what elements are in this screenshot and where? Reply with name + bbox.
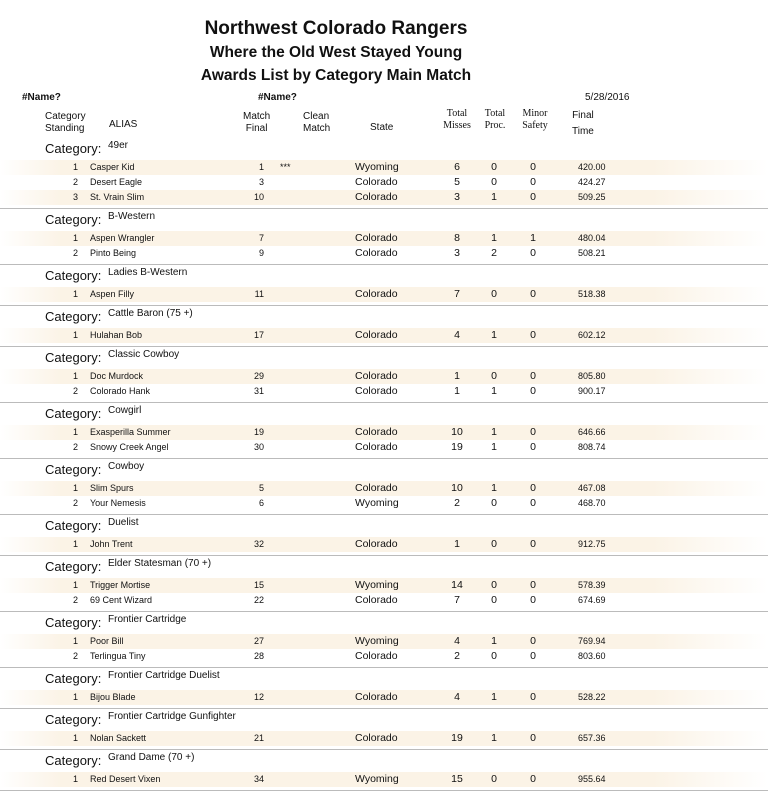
cell-final-time: 480.04 [578, 233, 606, 243]
table-row [0, 593, 768, 608]
table-row [0, 537, 768, 552]
cell-match-final: 15 [253, 580, 264, 590]
cell-state: Wyoming [355, 161, 399, 173]
cell-final-time: 900.17 [578, 386, 606, 396]
cell-state: Colorado [355, 191, 398, 203]
cell-match-final: 10 [253, 192, 264, 202]
category-section [0, 347, 768, 403]
mid-name-field: #Name? [258, 92, 297, 103]
col-alias: ALIAS [109, 119, 138, 130]
cell-total-misses: 1 [454, 538, 460, 550]
cell-alias: Exasperilla Summer [90, 427, 171, 437]
table-row [0, 690, 768, 705]
cell-alias: Snowy Creek Angel [90, 442, 169, 452]
cell-match-final: 30 [253, 442, 264, 452]
category-section [0, 459, 768, 515]
cell-total-proc: 1 [491, 441, 497, 453]
cell-total-misses: 6 [454, 161, 460, 173]
table-row [0, 231, 768, 246]
cell-match-final: 17 [253, 330, 264, 340]
cell-alias: Colorado Hank [90, 386, 151, 396]
cell-alias: Trigger Mortise [90, 580, 151, 590]
category-section [0, 750, 768, 791]
cell-standing: 1 [72, 483, 78, 493]
cell-clean-match: *** [280, 162, 291, 172]
cell-alias: Nolan Sackett [90, 733, 147, 743]
cell-standing: 1 [72, 371, 78, 381]
cell-minor-safety: 0 [530, 191, 536, 203]
cell-standing: 2 [72, 651, 78, 661]
cell-total-misses: 2 [454, 497, 460, 509]
col-match-final: Match Final [243, 111, 271, 134]
cell-minor-safety: 1 [530, 232, 536, 244]
cell-final-time: 955.64 [578, 774, 606, 784]
table-row [0, 649, 768, 664]
category-header [0, 709, 768, 731]
cell-minor-safety: 0 [530, 594, 536, 606]
cell-minor-safety: 0 [530, 691, 536, 703]
cell-alias: John Trent [90, 539, 133, 549]
cell-match-final: 5 [258, 483, 264, 493]
cell-match-final: 9 [258, 248, 264, 258]
cell-match-final: 11 [254, 289, 264, 299]
table-row [0, 481, 768, 496]
cell-final-time: 528.22 [578, 692, 606, 702]
cell-minor-safety: 0 [530, 497, 536, 509]
cell-standing: 1 [72, 539, 78, 549]
cell-final-time: 674.69 [578, 595, 606, 605]
cell-minor-safety: 0 [530, 732, 536, 744]
cell-alias: 69 Cent Wizard [90, 595, 153, 605]
document-title: Northwest Colorado Rangers [204, 18, 468, 39]
cell-state: Colorado [355, 538, 398, 550]
col-minor-safety: Minor Safety [522, 108, 548, 131]
cell-final-time: 808.74 [578, 442, 606, 452]
cell-minor-safety: 0 [530, 441, 536, 453]
cell-match-final: 22 [253, 595, 264, 605]
cell-total-proc: 1 [491, 732, 497, 744]
cell-minor-safety: 0 [530, 247, 536, 259]
category-header [0, 209, 768, 231]
cell-match-final: 34 [253, 774, 264, 784]
col-total-misses: Total Misses [443, 108, 471, 131]
category-label: Category: [45, 212, 102, 227]
category-name: Duelist [108, 517, 139, 528]
cell-match-final: 12 [253, 692, 264, 702]
category-section [0, 306, 768, 347]
cell-standing: 3 [72, 192, 78, 202]
cell-alias: Aspen Wrangler [90, 233, 155, 243]
cell-final-time: 769.94 [578, 636, 606, 646]
cell-match-final: 28 [253, 651, 264, 661]
cell-alias: Your Nemesis [90, 498, 146, 508]
cell-state: Colorado [355, 594, 398, 606]
cell-minor-safety: 0 [530, 538, 536, 550]
cell-standing: 2 [72, 442, 78, 452]
cell-alias: Aspen Filly [90, 289, 135, 299]
cell-total-proc: 1 [491, 329, 497, 341]
cell-alias: Slim Spurs [90, 483, 134, 493]
cell-total-misses: 4 [454, 329, 460, 341]
cell-state: Wyoming [355, 773, 399, 785]
category-name: Grand Dame (70 +) [108, 752, 195, 763]
category-header [0, 265, 768, 287]
table-row [0, 369, 768, 384]
cell-standing: 1 [72, 162, 78, 172]
cell-total-proc: 1 [491, 191, 497, 203]
cell-state: Colorado [355, 176, 398, 188]
category-header [0, 668, 768, 690]
category-header [0, 515, 768, 537]
category-name: Classic Cowboy [108, 349, 180, 360]
col-final-time: Final Time [572, 110, 594, 137]
table-row [0, 440, 768, 455]
col-clean-match: Clean Match [303, 111, 331, 134]
cell-minor-safety: 0 [530, 370, 536, 382]
cell-minor-safety: 0 [530, 385, 536, 397]
cell-final-time: 657.36 [578, 733, 606, 743]
cell-alias: Pinto Being [90, 248, 137, 258]
cell-state: Colorado [355, 441, 398, 453]
cell-alias: Desert Eagle [90, 177, 143, 187]
category-label: Category: [45, 268, 102, 283]
cell-alias: St. Vrain Slim [90, 192, 145, 202]
cell-standing: 1 [72, 733, 78, 743]
cell-total-proc: 0 [491, 176, 497, 188]
cell-total-misses: 15 [451, 773, 463, 785]
cell-total-proc: 1 [491, 482, 497, 494]
cell-state: Colorado [355, 247, 398, 259]
category-section [0, 209, 768, 265]
cell-state: Colorado [355, 370, 398, 382]
cell-state: Colorado [355, 482, 398, 494]
table-row [0, 160, 768, 175]
cell-total-proc: 0 [491, 650, 497, 662]
category-name: Cattle Baron (75 +) [108, 308, 193, 319]
category-name: Cowboy [108, 461, 145, 472]
table-row [0, 287, 768, 302]
category-section [0, 138, 768, 209]
cell-final-time: 912.75 [578, 539, 606, 549]
cell-total-misses: 8 [454, 232, 460, 244]
cell-state: Colorado [355, 650, 398, 662]
col-total-proc: Total Proc. [484, 108, 506, 131]
cell-state: Colorado [355, 732, 398, 744]
category-label: Category: [45, 309, 102, 324]
cell-total-misses: 1 [454, 385, 460, 397]
cell-final-time: 509.25 [578, 192, 606, 202]
cell-state: Colorado [355, 329, 398, 341]
category-label: Category: [45, 518, 102, 533]
cell-total-proc: 0 [491, 579, 497, 591]
cell-final-time: 646.66 [578, 427, 606, 437]
category-label: Category: [45, 462, 102, 477]
category-header [0, 403, 768, 425]
cell-total-misses: 10 [451, 482, 463, 494]
table-row [0, 634, 768, 649]
cell-total-misses: 4 [454, 635, 460, 647]
cell-standing: 1 [72, 289, 78, 299]
category-label: Category: [45, 712, 102, 727]
cell-minor-safety: 0 [530, 288, 536, 300]
category-name: Ladies B-Western [108, 267, 188, 278]
cell-standing: 1 [72, 233, 78, 243]
cell-standing: 2 [72, 386, 78, 396]
category-section [0, 265, 768, 306]
cell-alias: Red Desert Vixen [90, 774, 161, 784]
category-section [0, 403, 768, 459]
cell-alias: Doc Murdock [90, 371, 144, 381]
cell-match-final: 31 [253, 386, 264, 396]
cell-minor-safety: 0 [530, 329, 536, 341]
cell-alias: Terlingua Tiny [90, 651, 146, 661]
cell-final-time: 518.38 [578, 289, 606, 299]
cell-standing: 2 [72, 177, 78, 187]
category-section [0, 668, 768, 709]
cell-total-misses: 10 [451, 426, 463, 438]
category-header [0, 138, 768, 160]
cell-total-proc: 2 [491, 247, 497, 259]
cell-standing: 1 [72, 580, 78, 590]
cell-standing: 1 [72, 330, 78, 340]
cell-match-final: 1 [258, 162, 264, 172]
cell-total-proc: 1 [491, 385, 497, 397]
category-header [0, 612, 768, 634]
cell-total-proc: 1 [491, 635, 497, 647]
category-name: Frontier Cartridge Gunfighter [108, 711, 236, 722]
cell-minor-safety: 0 [530, 579, 536, 591]
cell-state: Colorado [355, 385, 398, 397]
cell-alias: Hulahan Bob [90, 330, 143, 340]
category-label: Category: [45, 141, 102, 156]
category-label: Category: [45, 559, 102, 574]
table-row [0, 175, 768, 190]
cell-state: Wyoming [355, 635, 399, 647]
cell-minor-safety: 0 [530, 650, 536, 662]
cell-final-time: 467.08 [578, 483, 606, 493]
category-name: Frontier Cartridge Duelist [108, 670, 220, 681]
category-label: Category: [45, 753, 102, 768]
cell-total-proc: 0 [491, 161, 497, 173]
cell-match-final: 27 [253, 636, 264, 646]
category-section [0, 515, 768, 556]
cell-total-proc: 0 [491, 288, 497, 300]
category-label: Category: [45, 406, 102, 421]
category-name: Cowgirl [108, 405, 142, 416]
category-header [0, 556, 768, 578]
cell-total-misses: 19 [451, 441, 463, 453]
cell-total-proc: 0 [491, 594, 497, 606]
category-section [0, 556, 768, 612]
cell-match-final: 29 [253, 371, 264, 381]
cell-minor-safety: 0 [530, 635, 536, 647]
report-date: 5/28/2016 [585, 92, 630, 103]
cell-total-proc: 0 [491, 497, 497, 509]
table-row [0, 772, 768, 787]
cell-total-proc: 1 [491, 691, 497, 703]
cell-total-proc: 0 [491, 370, 497, 382]
category-section [0, 709, 768, 750]
cell-match-final: 6 [258, 498, 264, 508]
cell-state: Wyoming [355, 579, 399, 591]
cell-standing: 1 [72, 692, 78, 702]
cell-total-misses: 3 [454, 191, 460, 203]
cell-standing: 1 [72, 636, 78, 646]
cell-state: Colorado [355, 232, 398, 244]
cell-alias: Poor Bill [90, 636, 124, 646]
cell-standing: 1 [72, 427, 78, 437]
document-subtitle: Where the Old West Stayed Young [209, 44, 463, 61]
cell-final-time: 805.80 [578, 371, 606, 381]
cell-minor-safety: 0 [530, 773, 536, 785]
category-header [0, 306, 768, 328]
table-row [0, 328, 768, 343]
category-name: Elder Statesman (70 +) [108, 558, 212, 569]
cell-alias: Casper Kid [90, 162, 135, 172]
cell-standing: 2 [72, 498, 78, 508]
cell-total-misses: 14 [451, 579, 463, 591]
table-row [0, 496, 768, 511]
cell-state: Colorado [355, 691, 398, 703]
cell-match-final: 7 [258, 233, 264, 243]
cell-match-final: 21 [253, 733, 264, 743]
cell-match-final: 19 [253, 427, 264, 437]
category-label: Category: [45, 615, 102, 630]
category-name: B-Western [108, 211, 156, 222]
cell-total-misses: 5 [454, 176, 460, 188]
cell-total-proc: 1 [491, 232, 497, 244]
cell-total-misses: 4 [454, 691, 460, 703]
cell-final-time: 508.21 [578, 248, 606, 258]
cell-final-time: 578.39 [578, 580, 606, 590]
table-row [0, 384, 768, 399]
table-row [0, 246, 768, 261]
cell-total-misses: 7 [454, 288, 460, 300]
cell-minor-safety: 0 [530, 426, 536, 438]
col-state: State [370, 122, 394, 133]
cell-standing: 2 [72, 248, 78, 258]
cell-alias: Bijou Blade [90, 692, 136, 702]
cell-total-misses: 1 [454, 370, 460, 382]
category-header [0, 347, 768, 369]
cell-match-final: 32 [253, 539, 264, 549]
cell-state: Colorado [355, 426, 398, 438]
category-name: 49er [108, 140, 129, 151]
cell-total-misses: 3 [454, 247, 460, 259]
table-row [0, 425, 768, 440]
cell-standing: 2 [72, 595, 78, 605]
cell-total-proc: 0 [491, 773, 497, 785]
category-header [0, 459, 768, 481]
cell-standing: 1 [72, 774, 78, 784]
cell-total-misses: 7 [454, 594, 460, 606]
cell-total-misses: 19 [451, 732, 463, 744]
category-section [0, 612, 768, 668]
cell-final-time: 602.12 [578, 330, 606, 340]
cell-state: Colorado [355, 288, 398, 300]
cell-minor-safety: 0 [530, 176, 536, 188]
category-list [0, 138, 768, 791]
cell-state: Wyoming [355, 497, 399, 509]
cell-minor-safety: 0 [530, 482, 536, 494]
category-label: Category: [45, 350, 102, 365]
cell-total-proc: 1 [491, 426, 497, 438]
table-row [0, 190, 768, 205]
cell-match-final: 3 [258, 177, 264, 187]
cell-final-time: 468.70 [578, 498, 606, 508]
cell-final-time: 420.00 [578, 162, 606, 172]
report-title: Awards List by Category Main Match [200, 67, 472, 84]
left-name-field: #Name? [22, 92, 61, 103]
cell-final-time: 803.60 [578, 651, 606, 661]
table-row [0, 578, 768, 593]
cell-total-proc: 0 [491, 538, 497, 550]
table-row [0, 731, 768, 746]
category-label: Category: [45, 671, 102, 686]
col-standing: Category Standing [45, 111, 86, 134]
cell-total-misses: 2 [454, 650, 460, 662]
category-name: Frontier Cartridge [108, 614, 187, 625]
cell-final-time: 424.27 [578, 177, 606, 187]
category-header [0, 750, 768, 772]
cell-minor-safety: 0 [530, 161, 536, 173]
